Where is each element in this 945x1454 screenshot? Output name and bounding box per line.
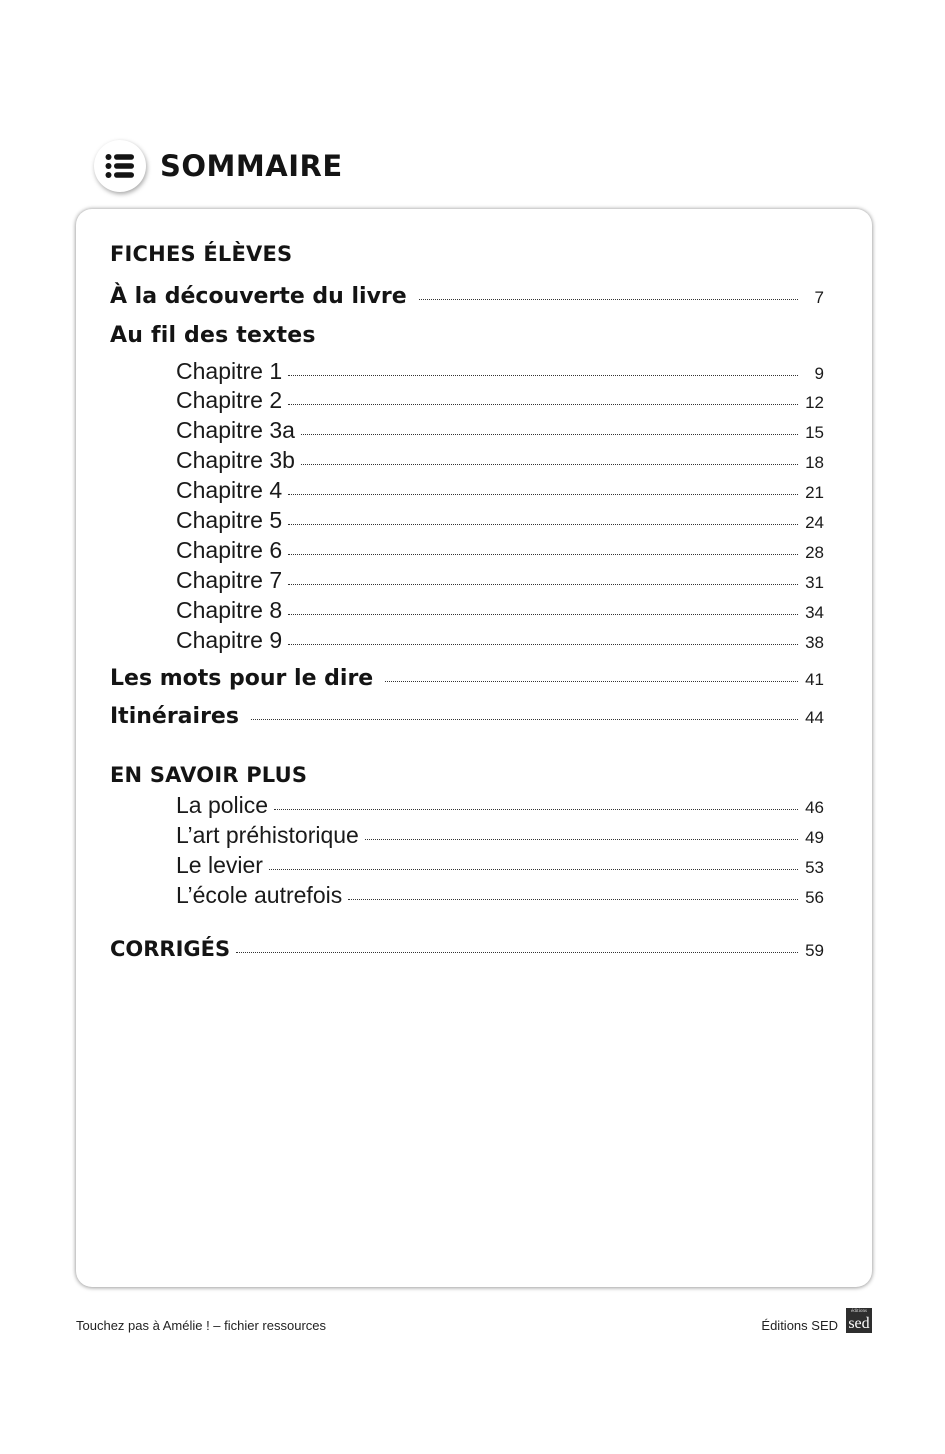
header-badge xyxy=(94,140,146,192)
toc-label: Chapitre 3b xyxy=(176,447,295,473)
dot-leader xyxy=(288,494,798,495)
toc-page: 31 xyxy=(805,573,824,592)
toc-entry-chapitre-3a[interactable] xyxy=(176,417,824,444)
toc-label: Chapitre 7 xyxy=(176,567,283,593)
toc-page: 46 xyxy=(805,798,824,817)
toc-entry-chapitre-1[interactable] xyxy=(176,358,824,385)
dot-leader xyxy=(288,644,798,645)
toc-label: Chapitre 3a xyxy=(176,417,295,443)
toc-entry-itineraires[interactable] xyxy=(110,704,824,729)
dot-leader xyxy=(365,839,798,840)
toc-entry-chapitre-2[interactable] xyxy=(176,387,824,414)
toc-label: Chapitre 5 xyxy=(176,507,283,533)
toc-label: Chapitre 1 xyxy=(176,358,283,384)
toc-entry-chapitre-5[interactable] xyxy=(176,507,824,534)
dot-leader xyxy=(288,375,798,376)
toc-entry-art-prehistorique[interactable] xyxy=(176,822,824,849)
page-title: SOMMAIRE xyxy=(160,149,343,183)
toc-entry-chapitre-8[interactable] xyxy=(176,597,824,624)
toc-page: 41 xyxy=(805,670,824,689)
toc-page: 49 xyxy=(805,828,824,847)
logo-main-text: sed xyxy=(848,1315,870,1332)
section-fiches-eleves: FICHES ÉLÈVES xyxy=(110,242,293,266)
toc-page: 21 xyxy=(805,483,824,502)
list-icon xyxy=(105,153,135,179)
toc-label: La police xyxy=(176,792,269,818)
toc-page: 7 xyxy=(814,288,824,307)
toc-label: Le levier xyxy=(176,852,263,878)
toc-page: 44 xyxy=(805,708,824,727)
publisher-logo xyxy=(846,1308,872,1333)
toc-label: Chapitre 9 xyxy=(176,627,283,653)
toc-entry-mots[interactable] xyxy=(110,666,824,691)
dot-leader xyxy=(236,952,798,953)
toc-entry-corriges[interactable] xyxy=(110,937,824,961)
toc-entry-au-fil: Au fil des textes xyxy=(110,323,316,348)
toc-label: L’école autrefois xyxy=(176,882,343,908)
toc-label: Chapitre 4 xyxy=(176,477,283,503)
toc-label: Les mots pour le dire xyxy=(110,666,374,691)
toc-label: À la découverte du livre xyxy=(110,284,407,309)
toc-page: 53 xyxy=(805,858,824,877)
toc-entry-ecole-autrefois[interactable] xyxy=(176,882,824,909)
dot-leader xyxy=(288,404,798,405)
toc-entry-chapitre-7[interactable] xyxy=(176,567,824,594)
dot-leader xyxy=(301,464,798,465)
dot-leader xyxy=(251,719,798,720)
toc-entry-decouverte[interactable] xyxy=(110,284,824,309)
toc-entry-chapitre-9[interactable] xyxy=(176,627,824,654)
dot-leader xyxy=(269,869,798,870)
toc-label: Itinéraires xyxy=(110,704,239,729)
toc-entry-levier[interactable] xyxy=(176,852,824,879)
dot-leader xyxy=(288,554,798,555)
toc-page: 28 xyxy=(805,543,824,562)
dot-leader xyxy=(348,899,798,900)
dot-leader xyxy=(288,584,798,585)
footer-publisher: Éditions SED xyxy=(761,1318,838,1333)
dot-leader xyxy=(274,809,798,810)
toc-page: 56 xyxy=(805,888,824,907)
toc-page: 38 xyxy=(805,633,824,652)
dot-leader xyxy=(385,681,798,682)
toc-page: 15 xyxy=(805,423,824,442)
toc-page: 9 xyxy=(814,364,824,383)
toc-page: 24 xyxy=(805,513,824,532)
toc-entry-chapitre-4[interactable] xyxy=(176,477,824,504)
toc-page: 18 xyxy=(805,453,824,472)
dot-leader xyxy=(419,299,798,300)
dot-leader xyxy=(301,434,798,435)
dot-leader xyxy=(288,524,798,525)
toc-page: 34 xyxy=(805,603,824,622)
dot-leader xyxy=(288,614,798,615)
page-header xyxy=(94,140,343,192)
footer-book-title: Touchez pas à Amélie ! – fichier ressources xyxy=(76,1318,327,1333)
section-en-savoir-plus: EN SAVOIR PLUS xyxy=(110,763,308,787)
toc-entry-chapitre-3b[interactable] xyxy=(176,447,824,474)
toc-page: 12 xyxy=(805,393,824,412)
toc-entry-police[interactable] xyxy=(176,792,824,819)
toc-label: Chapitre 2 xyxy=(176,387,283,413)
toc-label: L’art préhistorique xyxy=(176,822,359,848)
toc-label: Chapitre 6 xyxy=(176,537,283,563)
toc-label: CORRIGÉS xyxy=(110,937,231,961)
toc-label: Chapitre 8 xyxy=(176,597,283,623)
toc-page: 59 xyxy=(805,941,824,960)
toc-entry-chapitre-6[interactable] xyxy=(176,537,824,564)
logo-small-text: éditions xyxy=(851,1309,867,1314)
